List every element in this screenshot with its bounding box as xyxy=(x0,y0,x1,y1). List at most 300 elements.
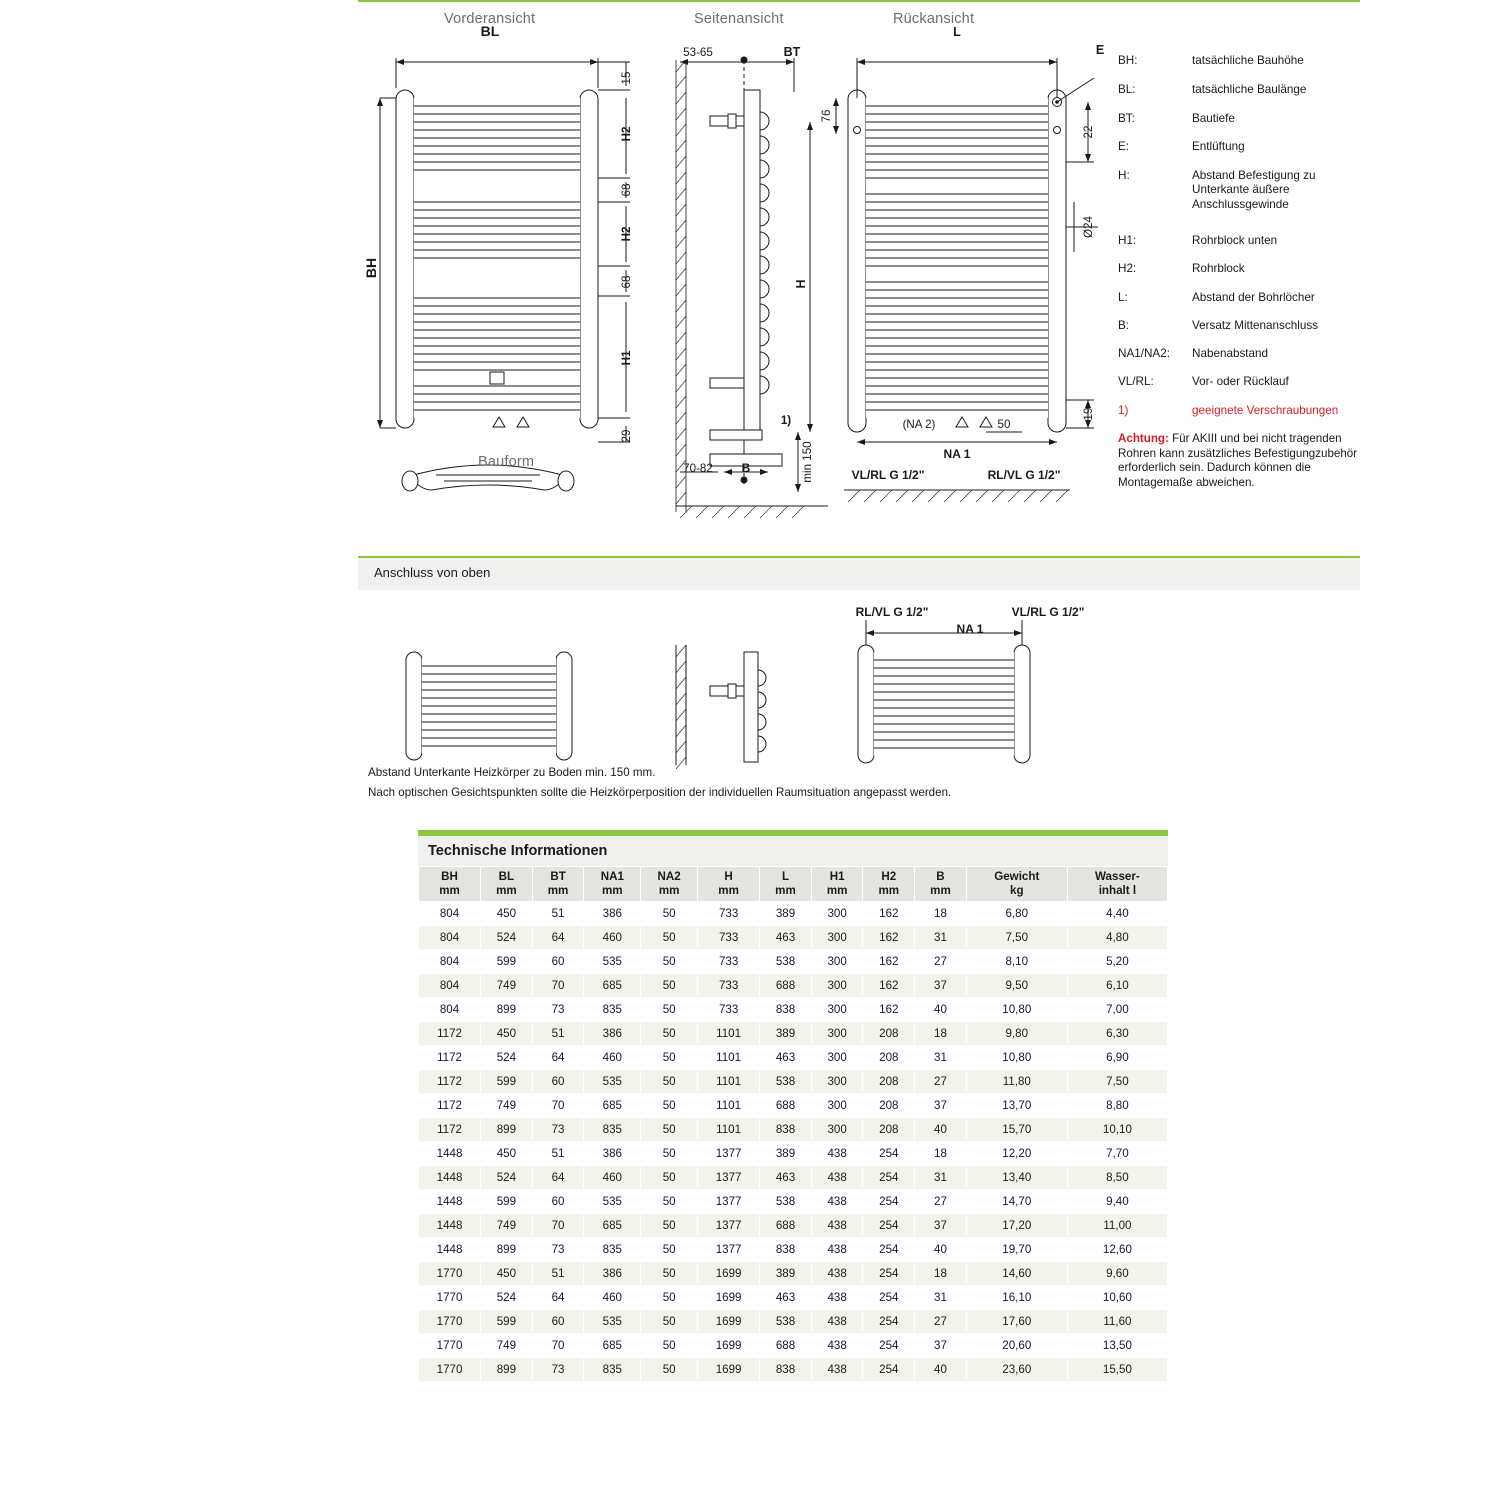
table-cell: 1770 xyxy=(419,1358,481,1382)
table-cell: 460 xyxy=(584,1166,641,1190)
table-cell: 733 xyxy=(698,998,760,1022)
table-cell: 538 xyxy=(760,950,812,974)
tech-info-table xyxy=(418,866,1168,1382)
table-cell: 50 xyxy=(641,1238,698,1262)
table-cell: 60 xyxy=(532,1070,584,1094)
table-cell: 688 xyxy=(760,1334,812,1358)
table-cell: 389 xyxy=(760,1142,812,1166)
table-cell: 300 xyxy=(811,1094,863,1118)
table-cell: 524 xyxy=(481,1046,533,1070)
col-name: H xyxy=(724,870,733,883)
col-wasserinhalt xyxy=(1067,867,1167,902)
table-cell: 1448 xyxy=(419,1190,481,1214)
table-cell: 1377 xyxy=(698,1214,760,1238)
legend-value: Rohrblock unten xyxy=(1192,234,1278,247)
table-cell: 50 xyxy=(641,998,698,1022)
table-cell: 162 xyxy=(863,950,915,974)
table-cell: 50 xyxy=(641,926,698,950)
dim-dia24: Ø24 xyxy=(1082,216,1095,238)
table-cell: 438 xyxy=(811,1166,863,1190)
table-cell: 835 xyxy=(584,998,641,1022)
table-cell: 1448 xyxy=(419,1214,481,1238)
table-cell: 31 xyxy=(915,1286,967,1310)
table-cell: 73 xyxy=(532,1238,584,1262)
dim-na1: NA 1 xyxy=(943,447,971,461)
table-cell: 389 xyxy=(760,1262,812,1286)
dim-76: 76 xyxy=(820,109,833,123)
table-cell: 535 xyxy=(584,950,641,974)
col-unit: kg xyxy=(1010,884,1024,897)
table-cell: 50 xyxy=(641,1214,698,1238)
dim-l: L xyxy=(953,25,961,39)
table-cell: 535 xyxy=(584,1310,641,1334)
legend-key: BT: xyxy=(1118,112,1135,125)
table-row xyxy=(419,1190,1168,1214)
dim-70-82: 70-82 xyxy=(683,462,713,475)
table-cell: 685 xyxy=(584,1214,641,1238)
table-cell: 1770 xyxy=(419,1286,481,1310)
table-row xyxy=(419,1118,1168,1142)
table-cell: 300 xyxy=(811,998,863,1022)
table-cell: 1172 xyxy=(419,1046,481,1070)
table-cell: 749 xyxy=(481,1094,533,1118)
col-name: BT xyxy=(550,870,566,883)
table-cell: 16,10 xyxy=(966,1286,1067,1310)
footnote-line-2: Nach optischen Gesichtspunkten sollte die Heizkörperposition der individuellen Raumsituation angepasst werden. xyxy=(368,786,952,799)
table-cell: 838 xyxy=(760,1118,812,1142)
table-cell: 254 xyxy=(863,1214,915,1238)
top-na1-label: NA 1 xyxy=(956,622,984,636)
table-cell: 749 xyxy=(481,1214,533,1238)
table-cell: 386 xyxy=(584,1262,641,1286)
table-cell: 27 xyxy=(915,1070,967,1094)
legend-key: H: xyxy=(1118,169,1130,182)
dim-h2-b: H2 xyxy=(620,226,633,242)
table-cell: 835 xyxy=(584,1358,641,1382)
dim-19: 19 xyxy=(1082,407,1095,421)
table-cell: 899 xyxy=(481,1358,533,1382)
col-unit: mm xyxy=(718,884,739,897)
table-cell: 64 xyxy=(532,1046,584,1070)
table-cell: 208 xyxy=(863,1046,915,1070)
table-row xyxy=(419,1094,1168,1118)
table-cell: 524 xyxy=(481,1286,533,1310)
dim-na2: (NA 2) xyxy=(902,418,936,431)
legend-key: BL: xyxy=(1118,83,1136,96)
table-cell: 4,40 xyxy=(1067,902,1167,926)
table-cell: 438 xyxy=(811,1142,863,1166)
table-cell: 524 xyxy=(481,1166,533,1190)
table-cell: 9,60 xyxy=(1067,1262,1167,1286)
table-cell: 599 xyxy=(481,1070,533,1094)
dim-h: H xyxy=(794,279,808,289)
table-cell: 12,20 xyxy=(966,1142,1067,1166)
table-cell: 15,70 xyxy=(966,1118,1067,1142)
col-name: Wasser- xyxy=(1095,870,1140,883)
table-cell: 300 xyxy=(811,1022,863,1046)
table-cell: 1699 xyxy=(698,1334,760,1358)
table-row xyxy=(419,1214,1168,1238)
table-cell: 1377 xyxy=(698,1166,760,1190)
table-cell: 50 xyxy=(641,1310,698,1334)
legend-value: Bautiefe xyxy=(1192,112,1235,125)
dim-22: 22 xyxy=(1082,125,1095,139)
table-cell: 438 xyxy=(811,1286,863,1310)
view-title-back: Rückansicht xyxy=(893,11,975,27)
col-na2 xyxy=(641,867,698,902)
table-cell: 162 xyxy=(863,998,915,1022)
footnote-line-1: Abstand Unterkante Heizkörper zu Boden min. 150 mm. xyxy=(368,766,656,779)
table-cell: 300 xyxy=(811,950,863,974)
legend-value: Nabenabstand xyxy=(1192,347,1269,360)
table-cell: 254 xyxy=(863,1358,915,1382)
table-cell: 1101 xyxy=(698,1094,760,1118)
table-cell: 64 xyxy=(532,1166,584,1190)
col-unit: mm xyxy=(930,884,951,897)
table-cell: 27 xyxy=(915,950,967,974)
table-cell: 70 xyxy=(532,1214,584,1238)
table-cell: 31 xyxy=(915,1166,967,1190)
dim-68-a: 68 xyxy=(620,183,633,197)
table-cell: 31 xyxy=(915,926,967,950)
table-cell: 1101 xyxy=(698,1070,760,1094)
table-cell: 438 xyxy=(811,1190,863,1214)
table-cell: 60 xyxy=(532,1310,584,1334)
table-cell: 463 xyxy=(760,1046,812,1070)
col-unit: mm xyxy=(602,884,623,897)
table-cell: 31 xyxy=(915,1046,967,1070)
legend-value: tatsächliche Baulänge xyxy=(1192,83,1307,96)
table-cell: 6,90 xyxy=(1067,1046,1167,1070)
table-row xyxy=(419,1070,1168,1094)
table-cell: 804 xyxy=(419,926,481,950)
col-gewicht xyxy=(966,867,1067,902)
table-cell: 749 xyxy=(481,1334,533,1358)
table-row xyxy=(419,1238,1168,1262)
legend-key: H2: xyxy=(1118,262,1137,275)
table-cell: 18 xyxy=(915,1142,967,1166)
table-cell: 50 xyxy=(641,1334,698,1358)
table-header-row xyxy=(419,867,1168,902)
col-name: BH xyxy=(441,870,458,883)
table-cell: 386 xyxy=(584,1142,641,1166)
col-unit: inhalt l xyxy=(1098,884,1137,897)
col-name: L xyxy=(781,870,790,883)
table-cell: 300 xyxy=(811,926,863,950)
table-cell: 389 xyxy=(760,902,812,926)
table-cell: 1377 xyxy=(698,1238,760,1262)
tech-info-table-wrap xyxy=(418,830,1168,1382)
legend-key: 1) xyxy=(1118,404,1129,417)
table-cell: 50 xyxy=(641,1118,698,1142)
table-cell: 1448 xyxy=(419,1166,481,1190)
table-cell: 70 xyxy=(532,974,584,998)
table-cell: 6,30 xyxy=(1067,1022,1167,1046)
legend-key: NA1/NA2: xyxy=(1118,347,1170,360)
table-cell: 463 xyxy=(760,1286,812,1310)
table-row xyxy=(419,1022,1168,1046)
table-cell: 17,20 xyxy=(966,1214,1067,1238)
table-row xyxy=(419,1286,1168,1310)
table-cell: 1448 xyxy=(419,1238,481,1262)
table-cell: 50 xyxy=(641,974,698,998)
col-name: B xyxy=(936,870,945,883)
table-cell: 18 xyxy=(915,1022,967,1046)
col-name: BL xyxy=(498,870,515,883)
col-unit: mm xyxy=(496,884,517,897)
table-row xyxy=(419,1142,1168,1166)
table-cell: 40 xyxy=(915,1358,967,1382)
back-right-conn: RL/VL G 1/2" xyxy=(987,468,1061,482)
table-cell: 40 xyxy=(915,998,967,1022)
table-cell: 5,20 xyxy=(1067,950,1167,974)
table-row xyxy=(419,950,1168,974)
table-cell: 37 xyxy=(915,1214,967,1238)
legend-warning-note xyxy=(1118,432,1364,490)
table-cell: 14,60 xyxy=(966,1262,1067,1286)
table-row xyxy=(419,902,1168,926)
col-unit: mm xyxy=(775,884,796,897)
dim-e: E xyxy=(1095,43,1105,57)
table-cell: 1172 xyxy=(419,1118,481,1142)
table-cell: 1770 xyxy=(419,1334,481,1358)
table-cell: 733 xyxy=(698,950,760,974)
table-cell: 7,70 xyxy=(1067,1142,1167,1166)
legend-value: Abstand der Bohrlöcher xyxy=(1192,291,1315,304)
table-cell: 50 xyxy=(641,1070,698,1094)
table-cell: 838 xyxy=(760,1358,812,1382)
table-cell: 162 xyxy=(863,902,915,926)
table-cell: 11,80 xyxy=(966,1070,1067,1094)
back-left-conn: VL/RL G 1/2" xyxy=(851,468,925,482)
table-cell: 389 xyxy=(760,1022,812,1046)
legend-panel xyxy=(1110,0,1360,542)
table-cell: 51 xyxy=(532,1262,584,1286)
legend-key: VL/RL: xyxy=(1118,375,1154,388)
legend-value: geeignete Verschraubungen xyxy=(1192,404,1339,417)
table-row xyxy=(419,974,1168,998)
table-cell: 50 xyxy=(641,950,698,974)
view-title-front: Vorderansicht xyxy=(444,11,536,27)
table-cell: 685 xyxy=(584,974,641,998)
table-cell: 300 xyxy=(811,974,863,998)
table-cell: 19,70 xyxy=(966,1238,1067,1262)
table-cell: 11,00 xyxy=(1067,1214,1167,1238)
table-cell: 254 xyxy=(863,1262,915,1286)
table-cell: 524 xyxy=(481,926,533,950)
table-cell: 15,50 xyxy=(1067,1358,1167,1382)
table-cell: 733 xyxy=(698,926,760,950)
table-cell: 9,80 xyxy=(966,1022,1067,1046)
table-cell: 10,60 xyxy=(1067,1286,1167,1310)
table-cell: 835 xyxy=(584,1238,641,1262)
col-unit: mm xyxy=(547,884,569,897)
table-cell: 535 xyxy=(584,1070,641,1094)
table-cell: 208 xyxy=(863,1070,915,1094)
col-bl xyxy=(481,867,533,902)
top-left-conn-label: RL/VL G 1/2" xyxy=(855,605,929,619)
table-cell: 733 xyxy=(698,974,760,998)
table-cell: 37 xyxy=(915,1334,967,1358)
table-cell: 20,60 xyxy=(966,1334,1067,1358)
table-cell: 1699 xyxy=(698,1358,760,1382)
dim-h1: H1 xyxy=(620,350,633,366)
col-na1 xyxy=(584,867,641,902)
col-name: Gewicht xyxy=(994,870,1040,883)
table-cell: 804 xyxy=(419,902,481,926)
table-cell: 899 xyxy=(481,1118,533,1142)
table-cell: 450 xyxy=(481,1262,533,1286)
table-cell: 450 xyxy=(481,1022,533,1046)
table-cell: 688 xyxy=(760,1094,812,1118)
col-bh xyxy=(419,867,481,902)
table-row xyxy=(419,1046,1168,1070)
col-h xyxy=(698,867,760,902)
table-cell: 37 xyxy=(915,1094,967,1118)
table-cell: 17,60 xyxy=(966,1310,1067,1334)
view-title-side: Seitenansicht xyxy=(694,11,784,27)
table-cell: 438 xyxy=(811,1238,863,1262)
legend-warning-label: Achtung: xyxy=(1118,432,1169,445)
table-cell: 40 xyxy=(915,1238,967,1262)
table-cell: 538 xyxy=(760,1190,812,1214)
table-cell: 10,80 xyxy=(966,1046,1067,1070)
table-cell: 749 xyxy=(481,974,533,998)
table-cell: 1770 xyxy=(419,1310,481,1334)
table-cell: 463 xyxy=(760,926,812,950)
table-cell: 1172 xyxy=(419,1022,481,1046)
table-cell: 685 xyxy=(584,1094,641,1118)
table-cell: 7,50 xyxy=(1067,1070,1167,1094)
dim-53-65: 53-65 xyxy=(683,46,713,59)
legend-warning-text: Für AKIII und bei nicht tragenden Rohren kann zusätzliches Befestigungzubehör erforderlich sein. Dadurch können die Montagemaße abweichen. xyxy=(1118,432,1358,489)
table-cell: 1101 xyxy=(698,1118,760,1142)
table-cell: 804 xyxy=(419,998,481,1022)
table-cell: 688 xyxy=(760,1214,812,1238)
table-cell: 7,50 xyxy=(966,926,1067,950)
table-row xyxy=(419,926,1168,950)
table-cell: 208 xyxy=(863,1094,915,1118)
table-row xyxy=(419,1358,1168,1382)
table-cell: 1377 xyxy=(698,1190,760,1214)
table-body xyxy=(419,902,1168,1382)
legend-key: BH: xyxy=(1118,54,1138,67)
legend-value: Vor- oder Rücklauf xyxy=(1192,375,1289,388)
table-cell: 27 xyxy=(915,1190,967,1214)
legend-value: Rohrblock xyxy=(1192,262,1245,275)
table-cell: 8,10 xyxy=(966,950,1067,974)
table-cell: 1699 xyxy=(698,1262,760,1286)
table-cell: 10,10 xyxy=(1067,1118,1167,1142)
table-cell: 50 xyxy=(641,1262,698,1286)
col-bt xyxy=(532,867,584,902)
table-cell: 70 xyxy=(532,1334,584,1358)
table-cell: 50 xyxy=(641,1142,698,1166)
table-cell: 254 xyxy=(863,1238,915,1262)
table-row xyxy=(419,1166,1168,1190)
col-name: NA1 xyxy=(600,870,624,883)
table-cell: 23,60 xyxy=(966,1358,1067,1382)
table-cell: 535 xyxy=(584,1190,641,1214)
top-connection-band xyxy=(358,556,1360,590)
table-cell: 838 xyxy=(760,998,812,1022)
table-cell: 300 xyxy=(811,1070,863,1094)
table-cell: 51 xyxy=(532,1142,584,1166)
table-cell: 27 xyxy=(915,1310,967,1334)
table-cell: 386 xyxy=(584,1022,641,1046)
table-cell: 438 xyxy=(811,1310,863,1334)
table-cell: 9,50 xyxy=(966,974,1067,998)
table-cell: 460 xyxy=(584,1286,641,1310)
col-b xyxy=(915,867,967,902)
table-row xyxy=(419,1334,1168,1358)
col-l xyxy=(760,867,812,902)
col-unit: mm xyxy=(658,884,680,897)
table-cell: 12,60 xyxy=(1067,1238,1167,1262)
table-cell: 70 xyxy=(532,1094,584,1118)
table-cell: 50 xyxy=(641,1166,698,1190)
table-cell: 162 xyxy=(863,974,915,998)
legend-key: L: xyxy=(1118,291,1128,304)
table-cell: 73 xyxy=(532,998,584,1022)
table-cell: 1448 xyxy=(419,1142,481,1166)
legend-key: H1: xyxy=(1118,234,1137,247)
table-cell: 1172 xyxy=(419,1070,481,1094)
col-name: H2 xyxy=(881,870,897,883)
col-unit: mm xyxy=(878,884,900,897)
table-cell: 50 xyxy=(641,1022,698,1046)
table-cell: 50 xyxy=(641,1358,698,1382)
table-cell: 438 xyxy=(811,1262,863,1286)
table-cell: 685 xyxy=(584,1334,641,1358)
table-cell: 300 xyxy=(811,1046,863,1070)
legend-value: Entlüftung xyxy=(1192,140,1245,153)
table-cell: 1172 xyxy=(419,1094,481,1118)
table-cell: 438 xyxy=(811,1358,863,1382)
col-h2 xyxy=(863,867,915,902)
col-unit: mm xyxy=(826,884,848,897)
table-cell: 438 xyxy=(811,1334,863,1358)
table-row xyxy=(419,1310,1168,1334)
table-cell: 8,50 xyxy=(1067,1166,1167,1190)
table-cell: 73 xyxy=(532,1118,584,1142)
top-right-conn-label: VL/RL G 1/2" xyxy=(1011,605,1085,619)
table-cell: 73 xyxy=(532,1358,584,1382)
table-cell: 40 xyxy=(915,1118,967,1142)
table-cell: 804 xyxy=(419,974,481,998)
dim-h2-a: H2 xyxy=(620,126,633,142)
table-cell: 64 xyxy=(532,926,584,950)
col-name: H1 xyxy=(829,870,845,883)
table-cell: 64 xyxy=(532,1286,584,1310)
dim-68-b: 68 xyxy=(620,275,633,289)
table-title: Technische Informationen xyxy=(418,836,1168,866)
table-cell: 450 xyxy=(481,1142,533,1166)
view-title-bauform: Bauform xyxy=(478,454,535,470)
top-connection-title: Anschluss von oben xyxy=(374,565,491,580)
table-row xyxy=(419,1262,1168,1286)
table-cell: 254 xyxy=(863,1190,915,1214)
dim-15: 15 xyxy=(620,71,633,85)
table-cell: 599 xyxy=(481,1310,533,1334)
table-cell: 6,80 xyxy=(966,902,1067,926)
col-name: NA2 xyxy=(657,870,681,883)
table-cell: 1699 xyxy=(698,1286,760,1310)
table-cell: 14,70 xyxy=(966,1190,1067,1214)
table-cell: 254 xyxy=(863,1166,915,1190)
table-cell: 208 xyxy=(863,1022,915,1046)
table-cell: 838 xyxy=(760,1238,812,1262)
